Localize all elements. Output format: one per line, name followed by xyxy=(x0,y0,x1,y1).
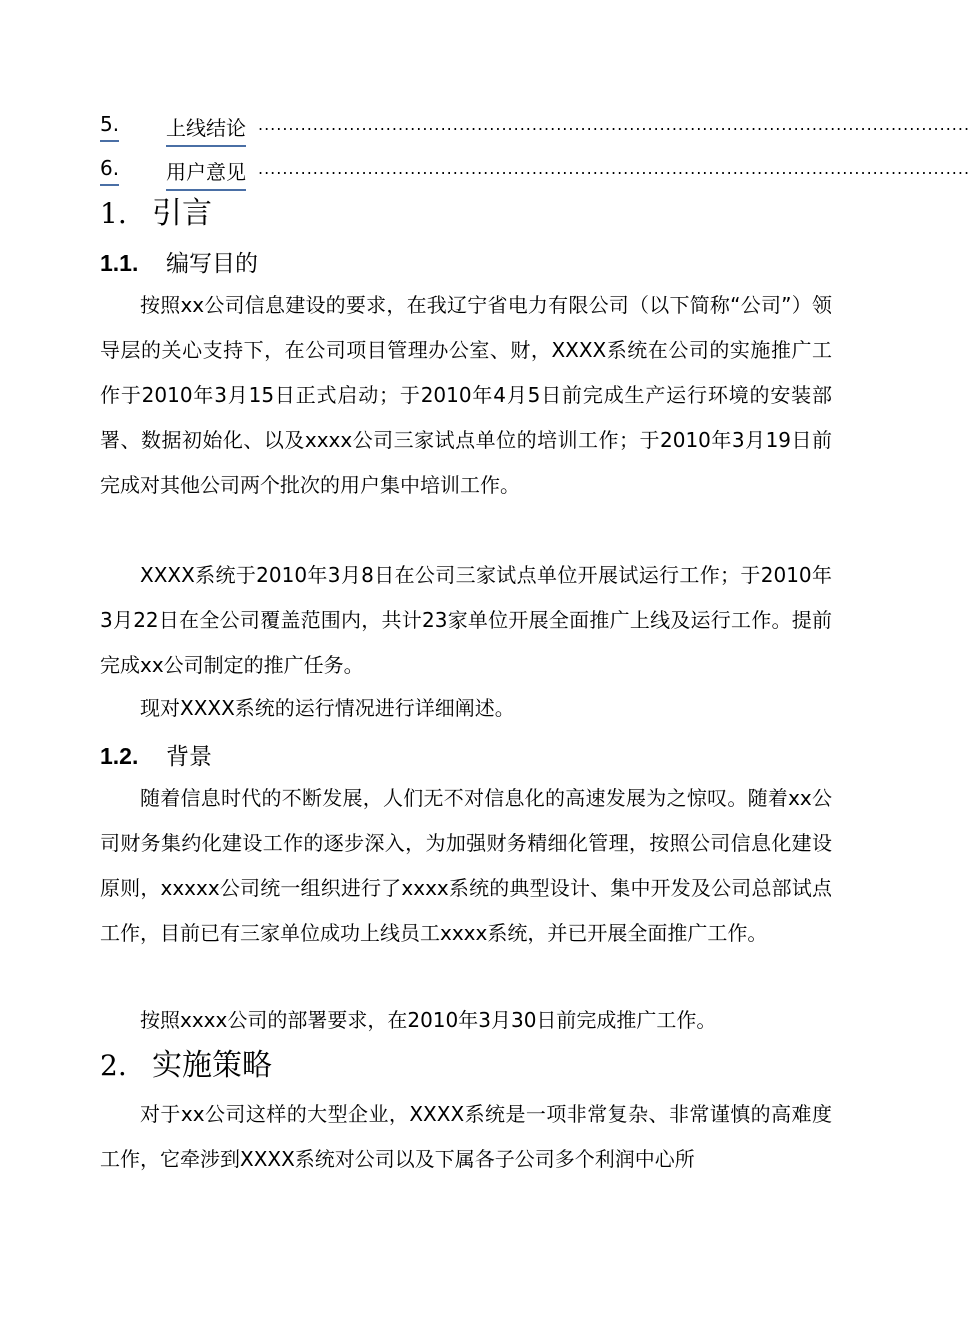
paragraph: 按照xx公司信息建设的要求，在我辽宁省电力有限公司（以下简称“公司”）领导层的关心支持下，在公司项目管理办公室、财，XXXX系统在公司的实施推广工作于2010年3月15日正式启动；于2010年4月5日前完成生产运行环境的安装部署、数据初始化、以及xxxx公司三家试点单位的培训工作；于2010年3月19日前完成对其他公司两个批次的用户集中培训工作。 xyxy=(100,293,832,497)
subsection-number: 1.1. xyxy=(100,250,139,276)
toc-row[interactable] xyxy=(100,112,970,146)
toc-title[interactable]: 上线结论 xyxy=(166,112,246,147)
toc-leader-dots: ..................................................................................................................... xyxy=(258,159,970,178)
toc-row[interactable] xyxy=(100,156,970,190)
section-title: 引言 xyxy=(152,196,212,231)
subsection-heading xyxy=(100,245,258,278)
toc-number[interactable]: 5. xyxy=(100,112,119,142)
section-title: 实施策略 xyxy=(152,1048,272,1083)
section-heading xyxy=(100,188,212,232)
paragraph: 对于xx公司这样的大型企业，XXXX系统是一项非常复杂、非常谨慎的高难度工作，它牵涉到XXXX系统对公司以及下属各子公司多个利润中心所 xyxy=(100,1102,832,1171)
subsection-heading xyxy=(100,738,212,771)
toc-title[interactable]: 用户意见 xyxy=(166,156,246,191)
subsection-number: 1.2. xyxy=(100,743,139,769)
paragraph: 按照xxxx公司的部署要求，在2010年3月30日前完成推广工作。 xyxy=(140,1008,717,1032)
paragraph: 现对XXXX系统的运行情况进行详细阐述。 xyxy=(140,696,515,720)
paragraph: 随着信息时代的不断发展，人们无不对信息化的高速发展为之惊叹。随着xx公司财务集约化建设工作的逐步深入，为加强财务精细化管理，按照公司信息化建设原则，xxxxx公司统一组织进行了xxxx系统的典型设计、集中开发及公司总部试点工作，目前已有三家单位成功上线员工xxxx系统，并已开展全面推广工作。 xyxy=(100,786,832,945)
toc-leader-dots: ..................................................................................................................... xyxy=(258,115,970,134)
subsection-title: 编写目的 xyxy=(166,251,258,277)
section-heading xyxy=(100,1040,272,1084)
section-number: 1. xyxy=(100,197,127,230)
section-number: 2. xyxy=(100,1049,127,1082)
paragraph: XXXX系统于2010年3月8日在公司三家试点单位开展试运行工作；于2010年3月22日在全公司覆盖范围内，共计23家单位开展全面推广上线及运行工作。提前完成xx公司制定的推广任务。 xyxy=(100,563,832,677)
toc-number[interactable]: 6. xyxy=(100,156,119,186)
subsection-title: 背景 xyxy=(166,744,212,770)
